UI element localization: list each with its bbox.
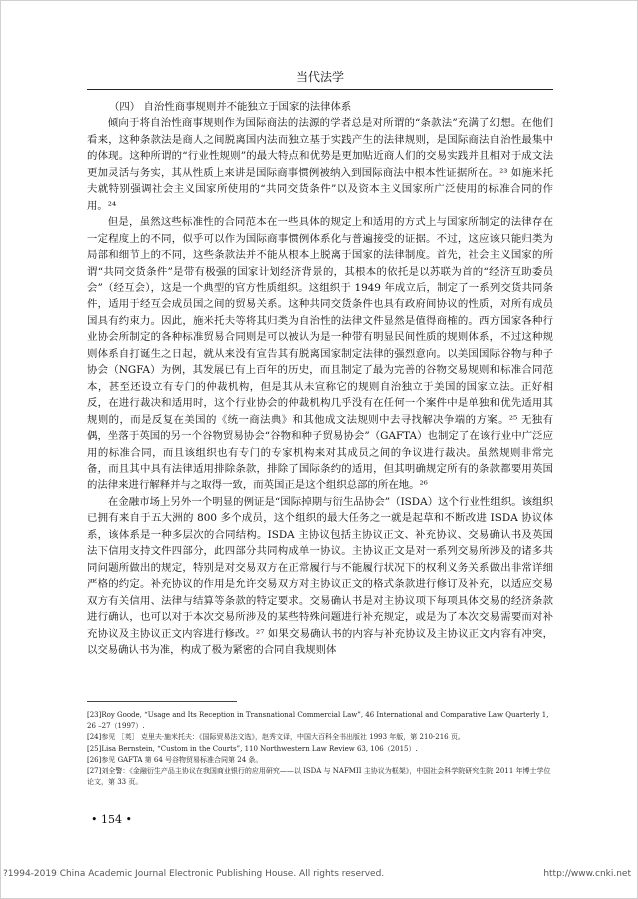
copyright-notice: ?1994-2019 China Academic Journal Electronic Publishing House. All rights reserved. xyxy=(3,869,385,879)
paragraph-2: 但是，虽然这些标准性的合同范本在一些具体的规定上和适用的方式上与国家所制定的法律存在一定程度上的不同，似乎可以作为国际商事惯例体系化与普遍接受的证据。不过，这应该只能归类为局部和细节上的不同，这些条款法并不能从根本上脱离于国家的法律制度。首先，社会主义国家的所谓“共同交货条件”是带有极强的国家计划经济背景的，其根本的依托是以苏联为首的“经济互助委员会”（经互会），这是一个典型的官方性质组织。这组织于 1949 年成立后，制定了一系列交货共同条件，适用于经互会成员国之间的贸易关系。这种共同交货条件也具有政府间协议的性质，对所有成员国具有约束力。因此，施米托夫等将其归类为自治性的法律文件显然是值得商榷的。西方国家各种行业协会所制定的各种标准贸易合同则是可以被认为是一种带有明显民间性质的规则体系，不过这种规则体系自打诞生之日起，就从来没有宣告其有脱离国家制定法律的强烈意向。以美国国际谷物与种子协会（NGFA）为例，其发展已有上百年的历史，而且制定了最为完善的谷物交易规则和标准合同范本，甚至还设立有专门的仲裁机构，但是其从未宣称它的规则自治独立于美国的国家立法。正好相反，在进行裁决和适用时，这个行业协会的仲裁机构几乎没有在任何一个案件中是单独和优先适用其规则的，而是反复在美国的《统一商法典》和其他成文法规则中去寻找解决争端的方案。²⁵ 无独有偶，坐落于英国的另一个谷物贸易协会“谷物和种子贸易协会”（GAFTA）也制定了在该行业中广泛应用的标准合同，而且该组织也有专门的专家机构来对其成员之间的争议进行裁决。虽然规则非常完备，而且其中具有法律适用排除条款，排除了国际条约的适用，但其明确规定所有的条款都要用英国的法律来进行解释并与之取得一致，而英国正是这个组织总部的所在地。²⁶ xyxy=(87,216,553,492)
footnote-24: [24]参见 ［英］ 克里夫·施米托夫：《国际贸易法文选》，赵秀文译，中国大百科全书出版社 1993 年版，第 210-216 页。 xyxy=(87,733,465,742)
footnote-26: [26]参见 GAFTA 第 64 号谷物贸易标准合同第 24 条。 xyxy=(87,755,263,764)
cnki-link[interactable]: http://www.cnki.net xyxy=(543,869,631,879)
running-header: 当代法学 xyxy=(295,70,344,84)
footnote-23: [23]Roy Goode, “Usage and Its Reception in Transnational Commercial Law”, 46 International and Comparative Law Quarterly 1, 26 –27（1997）. xyxy=(87,711,549,731)
footnote-25: [25]Lisa Bernstein, “Custom in the Courts”, 110 Northwestern Law Review 63, 106（2015）. xyxy=(87,744,418,753)
header-rule xyxy=(87,89,553,90)
footnote-rule xyxy=(87,701,237,702)
footnotes xyxy=(87,710,553,788)
footnote-27: [27]刘全警：《金融衍生产品主协议在我国商业银行的应用研究——以 ISDA 与 NAFMII 主协议为框架》，中国社会科学院研究生院 2011 年博士学位论文，第 33 页。 xyxy=(87,767,551,787)
paragraph-3: 在金融市场上另外一个明显的例证是“国际掉期与衍生品协会”（ISDA）这个行业性组织。该组织已拥有来自于五大洲的 800 多个成员，这个组织的最大任务之一就是起草和不断改进 ISDA 协议体系，该体系是一种多层次的合同结构。ISDA 主协议包括主协议正文、补充协议、交易确认书及英国法下信用支持文件四部分，此四部分共同构成单一协议。主协议正文是对一系列交易所涉及的诸多共同问题所做出的规定，特别是对交易双方在正常履行与不能履行状况下的权利义务关系做出非常详细严格的约定。补充协议的作用是允许交易双方对主协议正文的格式条款进行修订及补充，以适应交易双方有关信用、法律与结算等条款的特定要求。交易确认书是对主协议项下每项具体交易的经济条款进行确认，也可以对于本次交易所涉及的某些特殊问题进行补充规定，或是为了本次交易需要而对补充协议及主协议正文内容进行修改。²⁷ 如果交易确认书的内容与补充协议及主协议正文内容有冲突，以交易确认书为准，构成了极为紧密的合同自我规则体 xyxy=(87,495,553,656)
section-heading: （四） 自治性商事规则并不能独立于国家的法律体系 xyxy=(109,101,352,113)
page-number: • 154 • xyxy=(91,813,132,826)
paragraph-1: 倾向于将自治性商事规则作为国际商法的法源的学者总是对所谓的“条款法”充满了幻想。在他们看来，这种条款法是商人之间脱离国内法而独立基于实践产生的法律规则，是国际商法自治性最集中的体现。这种所谓的“行业性规则”的最大特点和优势是更加贴近商人们的交易实践并且相对于成文法更加灵活与务实，其从性质上来讲是国际商事惯例被纳入到国际商法中根本性证据所在。²³ 如施米托夫就特别强调社会主义国家所使用的“共同交货条件”以及资本主义国家所广泛使用的标准合同的作用。²⁴ xyxy=(87,117,553,212)
article-body xyxy=(87,99,553,658)
